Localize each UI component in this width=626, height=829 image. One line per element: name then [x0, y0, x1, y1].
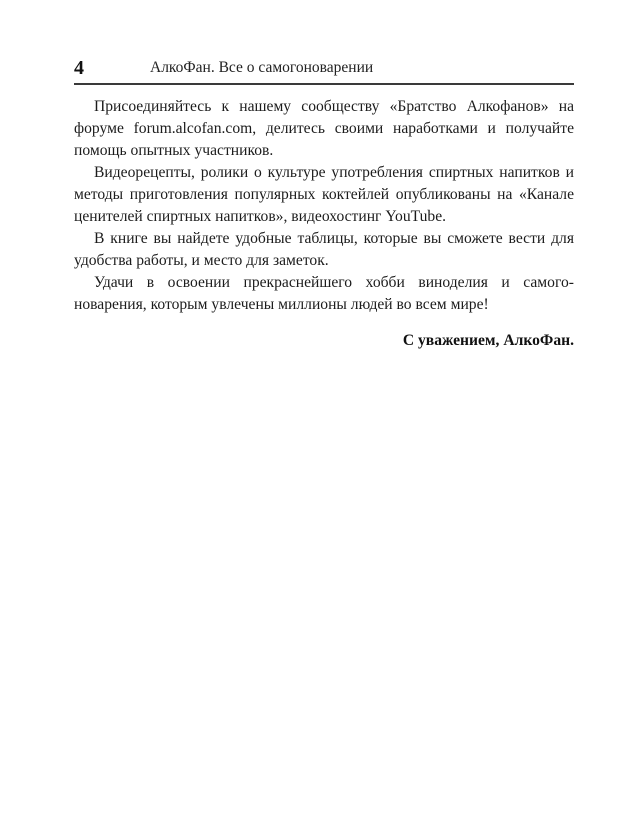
page-number: 4 [74, 57, 84, 79]
running-title: АлкоФан. Все о самогоноварении [150, 59, 374, 76]
paragraph-tables: В книге вы найдете удобные таблицы, которые вы сможете вести для удобства работы, и место для заметок. [74, 230, 574, 269]
running-head [74, 56, 574, 82]
paragraph-good-luck: Удачи в освоении прекраснейшего хобби виноделия и самогоноварения, которым увлечены миллионы людей во всем мире! [74, 274, 574, 313]
signature: С уважением, АлкоФан. [402, 332, 574, 349]
body-text [74, 96, 574, 316]
paragraph-video-recipes: Видеорецепты, ролики о культуре употребления спиртных напитков и методы приготовления популярных коктейлей опубликованы на «Канале ценителей спиртных напитков», видеохостинг YouTube. [74, 164, 574, 225]
header-rule [74, 83, 574, 85]
paragraph-community: Присоединяйтесь к нашему сообществу «Братство Алкофанов» на форуме forum.alcofan.com, делитесь своими наработками и получайте помощь опытных участников. [74, 98, 574, 159]
